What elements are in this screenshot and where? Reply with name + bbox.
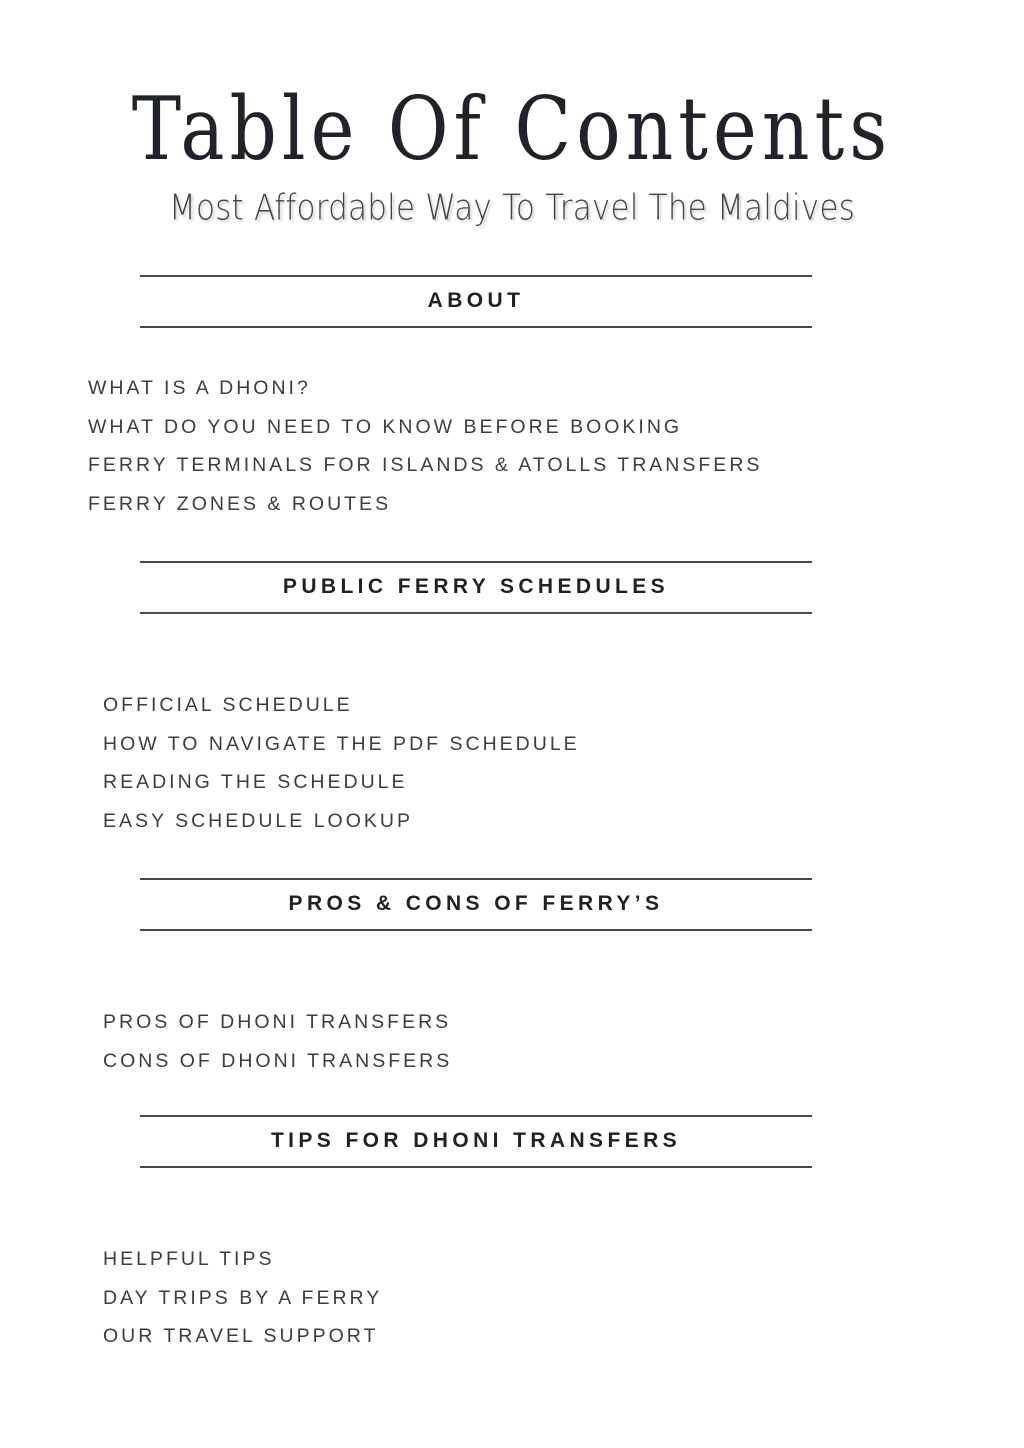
section-heading-label: TIPS FOR DHONI TRANSFERS bbox=[270, 1129, 682, 1152]
section-heading-label: PROS & CONS OF FERRY’S bbox=[288, 892, 664, 915]
section-heading-public-ferry-schedules bbox=[140, 561, 812, 614]
toc-entry[interactable]: OFFICIAL SCHEDULE bbox=[103, 694, 353, 716]
toc-list-tips-for-dhoni-transfers bbox=[103, 1240, 382, 1356]
toc-entry[interactable]: OUR TRAVEL SUPPORT bbox=[103, 1325, 379, 1348]
toc-entry[interactable]: DAY TRIPS BY A FERRY bbox=[103, 1286, 383, 1309]
toc-list-public-ferry-schedules bbox=[103, 686, 580, 841]
toc-entry[interactable]: FERRY TERMINALS FOR ISLANDS & ATOLLS TRANSFERS bbox=[88, 454, 763, 477]
toc-entry[interactable]: WHAT DO YOU NEED TO KNOW BEFORE BOOKING bbox=[88, 415, 683, 438]
toc-entry[interactable]: WHAT IS A DHONI? bbox=[88, 377, 311, 399]
page-title: Table Of Contents bbox=[131, 78, 893, 181]
toc-list-pros-cons-of-ferrys bbox=[103, 1003, 452, 1080]
toc-entry[interactable]: HOW TO NAVIGATE THE PDF SCHEDULE bbox=[103, 732, 580, 755]
section-heading-about bbox=[140, 275, 812, 328]
toc-list-about bbox=[88, 369, 762, 524]
toc-entry[interactable]: PROS OF DHONI TRANSFERS bbox=[103, 1011, 452, 1033]
toc-entry[interactable]: FERRY ZONES & ROUTES bbox=[88, 493, 392, 516]
section-heading-label: ABOUT bbox=[427, 289, 525, 312]
toc-entry[interactable]: CONS OF DHONI TRANSFERS bbox=[103, 1049, 453, 1072]
masthead bbox=[0, 78, 1024, 229]
section-heading-tips-for-dhoni-transfers bbox=[140, 1115, 812, 1168]
toc-entry[interactable]: HELPFUL TIPS bbox=[103, 1248, 275, 1270]
page-subtitle: Most Affordable Way To Travel The Maldives bbox=[169, 185, 855, 229]
section-heading-label: PUBLIC FERRY SCHEDULES bbox=[282, 575, 670, 598]
section-heading-pros-cons-of-ferrys bbox=[140, 878, 812, 931]
toc-entry[interactable]: EASY SCHEDULE LOOKUP bbox=[103, 810, 413, 833]
toc-entry[interactable]: READING THE SCHEDULE bbox=[103, 771, 408, 794]
